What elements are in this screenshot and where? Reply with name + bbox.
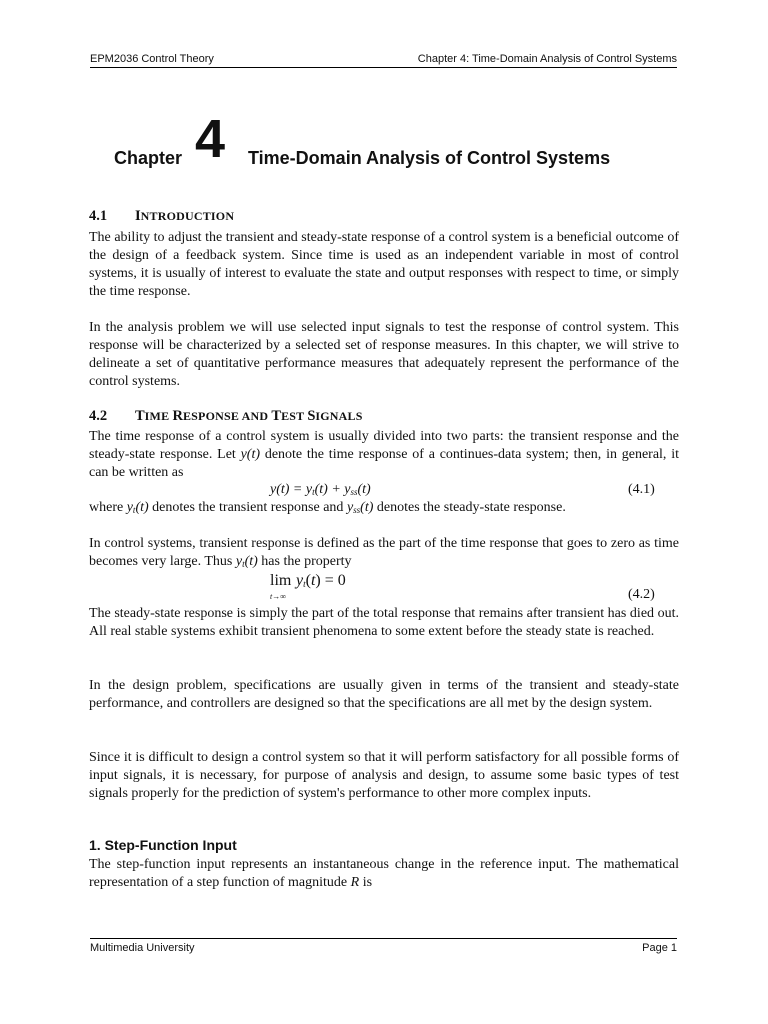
steady-state-paragraph: The steady-state response is simply the part of the total response that remains after transient has died out. All real stable systems exhibit transient phenomena to some extent before the steady state is reached. bbox=[89, 606, 679, 639]
lim-subscript: t→∞ bbox=[270, 592, 286, 601]
chapter-word: Chapter bbox=[114, 148, 183, 168]
title-part: IGNALS bbox=[315, 409, 363, 423]
title-letter: S bbox=[307, 408, 316, 424]
math-yt-t: $y_t(t)$ bbox=[126, 500, 149, 515]
text-run: is bbox=[359, 875, 373, 890]
section-number: 4.2 bbox=[89, 408, 108, 424]
equation-4-2 bbox=[270, 572, 380, 602]
chapter-title: Time-Domain Analysis of Control Systems bbox=[248, 148, 611, 168]
chapter-number: 4 bbox=[195, 109, 226, 169]
text-run: In control systems, transient response is defined as the part of the time response that goes to zero as time becomes very large. Thus bbox=[89, 536, 679, 569]
test-signals-paragraph: Since it is difficult to design a control system so that it will perform satisfactory for all possible forms of input signals, it is necessary, for purpose of analysis and design, to assume some basic types of test signals properly for the prediction of system's performance to other more complex inputs. bbox=[89, 750, 679, 801]
page-footer bbox=[90, 938, 677, 954]
section-number: 4.1 bbox=[89, 208, 108, 224]
section-title-first: I bbox=[135, 208, 141, 224]
title-letter: T bbox=[135, 408, 145, 424]
lim-word: lim bbox=[270, 572, 292, 589]
chapter-heading bbox=[114, 109, 714, 176]
design-problem-paragraph: In the design problem, specifications are usually given in terms of the transient and steady-state performance, and controllers are designed so that the specifications are all met by the design system. bbox=[89, 678, 679, 711]
lim-expression: $y_t(t) = 0$ bbox=[296, 572, 346, 589]
text-run: denotes the steady-state response. bbox=[373, 500, 566, 515]
text-run: The step-function input represents an instantaneous change in the reference input. The mathematical representation of a step function of magnitude bbox=[89, 857, 679, 890]
text-run: denote the time response of a continues-data system; then, in general, it can be written as bbox=[89, 447, 680, 480]
title-part: IME bbox=[144, 409, 173, 423]
title-part: ESPONSE AND bbox=[182, 409, 272, 423]
section-title-rest: NTRODUCTION bbox=[140, 209, 235, 223]
equation-number-4-2: (4.2) bbox=[628, 587, 655, 602]
text-run: denotes the transient response and bbox=[148, 500, 347, 515]
math-yss-t: $y_{ss}(t)$ bbox=[346, 500, 374, 515]
section-4-2-heading bbox=[89, 408, 363, 425]
header-chapter: Chapter 4: Time-Domain Analysis of Control Systems bbox=[417, 53, 677, 65]
header-course: EPM2036 Control Theory bbox=[90, 53, 214, 65]
lim-rhs: = 0 bbox=[324, 572, 346, 589]
time-response-paragraph bbox=[89, 428, 679, 482]
step-function-heading: 1. Step-Function Input bbox=[89, 837, 237, 853]
footer-page-number: Page 1 bbox=[642, 942, 677, 954]
title-letter: R bbox=[172, 408, 183, 424]
equation-number-4-1: (4.1) bbox=[628, 482, 655, 497]
transient-paragraph bbox=[89, 535, 679, 573]
title-letter: T bbox=[271, 408, 282, 424]
math-yt-t: $y_t(t)$ bbox=[235, 554, 258, 569]
equation-4-1: $y(t) = y_t(t) + y_{ss}(t)$ bbox=[270, 482, 371, 497]
page-header bbox=[90, 53, 677, 68]
intro-paragraph-1: The ability to adjust the transient and steady-state response of a control system is a beneficial outcome of the design of a feedback system. Since time is used as an independent variable in most of control systems, it is usually of interest to evaluate the state and output responses with respect to time, or simply the time response. bbox=[89, 230, 679, 299]
text-run: where bbox=[89, 500, 127, 515]
footer-university: Multimedia University bbox=[90, 942, 195, 954]
section-4-1-heading bbox=[89, 208, 234, 225]
text-run: has the property bbox=[257, 554, 352, 569]
step-function-paragraph bbox=[89, 856, 679, 892]
math-yt: y(t) bbox=[240, 447, 261, 462]
intro-paragraph-2: In the analysis problem we will use selected input signals to test the response of control system. This response will be characterized by a selected set of response measures. In this chapter, we will strive to delineate a set of quantitative performance measures that adequately represent the performance of the control systems. bbox=[89, 320, 679, 389]
title-part: EST bbox=[281, 409, 308, 423]
math-R: R bbox=[350, 875, 360, 890]
where-line bbox=[89, 499, 679, 519]
text-run: The time response of a control system is usually divided into two parts: the transient response and the steady-state response. Let bbox=[89, 429, 679, 462]
